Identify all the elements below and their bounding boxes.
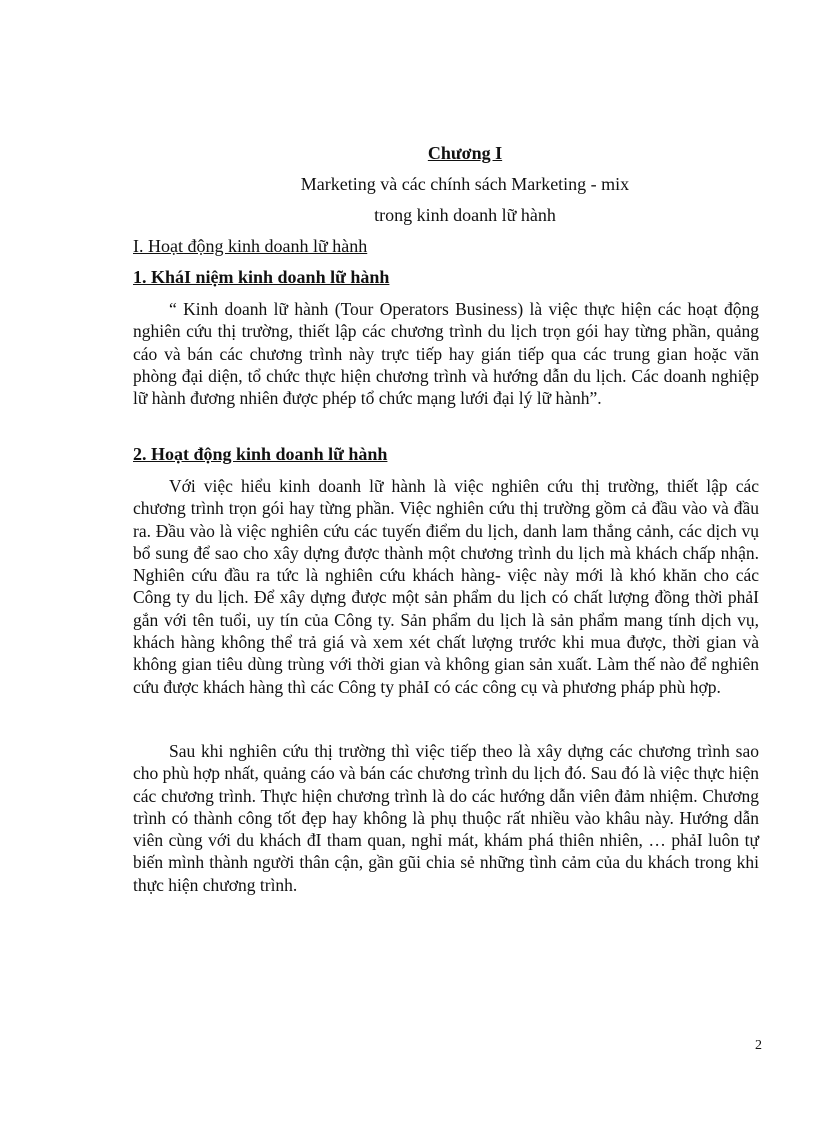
subsection1-heading: 1. KháI niệm kinh doanh lữ hành bbox=[133, 267, 390, 287]
subsection2-heading: 2. Hoạt động kinh doanh lữ hành bbox=[133, 444, 388, 464]
chapter-subtitle-line2: trong kinh doanh lữ hành bbox=[374, 205, 556, 225]
definition-paragraph: “ Kinh doanh lữ hành (Tour Operators Business) là việc thực hiện các hoạt động nghiên cứu thị trường, thiết lập các chương trình du lịch trọn gói hay từng phần, quảng cáo và bán các chương trình này trực tiếp hay gián tiếp qua các trung gian hoặc văn phòng đại diện, tổ chức thực hiện chương trình và hướng dẫn du lịch. Các doanh nghiệp lữ hành đương nhiên được phép tổ chức mạng lưới đại lý lữ hành”. bbox=[133, 299, 759, 409]
body-paragraph-2: Sau khi nghiên cứu thị trường thì việc tiếp theo là xây dựng các chương trình sao cho phù hợp nhất, quảng cáo và bán các chương trình du lịch đó. Sau đó là việc thực hiện các chương trình. Thực hiện chương trình là do các hướng dẫn viên đảm nhiệm. Chương trình có thành công tốt đẹp hay không là phụ thuộc rất nhiều vào khâu này. Hướng dẫn viên cùng với du khách đI tham quan, nghỉ mát, khám phá thiên nhiên, … phảI luôn tự biến mình thành người thân cận, gần gũi chia sẻ những tình cảm của du khách trong khi thực hiện chương trình. bbox=[133, 741, 759, 895]
body-paragraph-1: Với việc hiểu kinh doanh lữ hành là việc nghiên cứu thị trường, thiết lập các chương trình trọn gói hay từng phần. Việc nghiên cứu thị trường gồm cả đầu vào và đầu ra. Đầu vào là việc nghiên cứu các tuyến điểm du lịch, danh lam thắng cảnh, các dịch vụ bổ sung để sao cho xây dựng được thành một chương trình du lịch mà khách chấp nhận. Nghiên cứu đầu ra tức là nghiên cứu khách hàng- việc này mới là khó khăn cho các Công ty du lịch. Để xây dựng được một sản phẩm du lịch có chất lượng đồng thời phảI gắn với tên tuổi, uy tín của Công ty. Sản phẩm du lịch là sản phẩm mang tính dịch vụ, khách hàng không thể trả giá và xem xét chất lượng trước khi mua được, thời gian và không gian tiêu dùng trùng với thời gian và không gian sản xuất. Làm thế nào để nghiên cứu được khách hàng thì các Công ty phảI có các công cụ và phương pháp phù hợp. bbox=[133, 476, 759, 697]
page-number: 2 bbox=[755, 1038, 762, 1053]
chapter-subtitle-line1: Marketing và các chính sách Marketing - mix bbox=[300, 174, 630, 194]
section-heading: I. Hoạt động kinh doanh lữ hành bbox=[133, 236, 368, 256]
chapter-title: Chương I bbox=[427, 143, 503, 163]
